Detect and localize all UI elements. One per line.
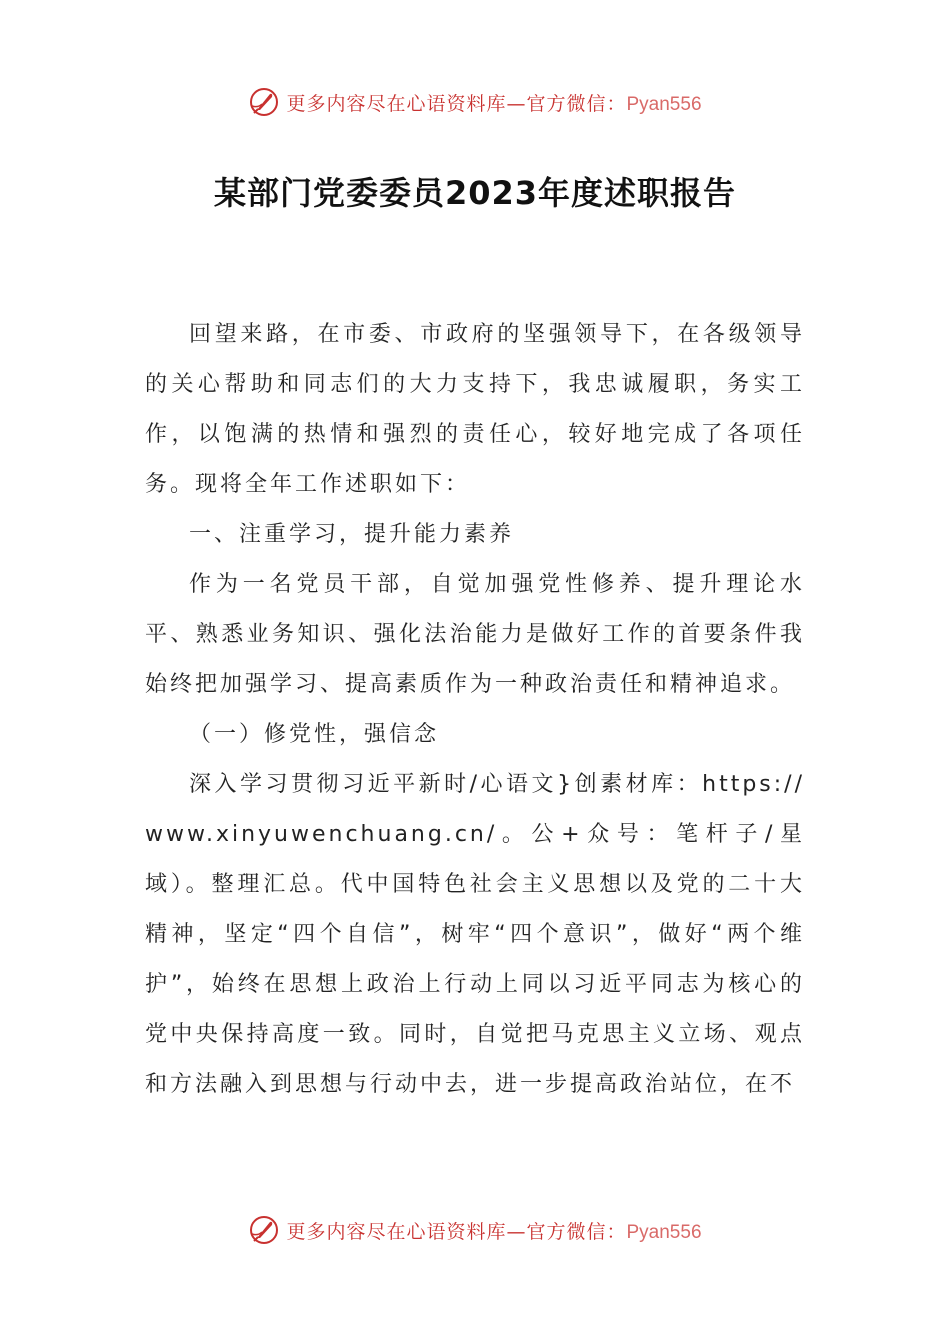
paragraph-section-1: 作为一名党员干部，自觉加强党性修养、提升理论水平、熟悉业务知识、强化法治能力是做好工作的首要条件我始终把加强学习、提高素质作为一种政治责任和精神追求。 [145,572,805,697]
quill-pen-logo-icon [248,86,280,118]
footer-banner-label: 更多内容尽在心语资料库—官方微信： [286,1220,627,1243]
header-banner [0,82,950,122]
footer-banner-handle: Pyan556 [626,1221,702,1243]
page-title: 某部门党委委员2023年度述职报告 [213,174,737,212]
header-banner-text [286,89,701,116]
quill-pen-logo-icon [248,1214,280,1246]
paragraph-subsection-1: 深入学习贯彻习近平新时/心语文}创素材库：https://www.xinyuwenchuang.cn/。公+众号：笔杆子/星域）。整理汇总。代中国特色社会主义思想以及党的二十大精神，坚定“四个自信”，树牢“四个意识”，做好“两个维护”，始终在思想上政治上行动上同以习近平同志为核心的党中央保持高度一致。同时，自觉把马克思主义立场、观点和方法融入到思想与行动中去，进一步提高政治站位，在不 [145,772,805,1097]
footer-banner-text [286,1217,701,1244]
subsection-heading-1: （一）修党性，强信念 [189,722,440,747]
paragraph-intro: 回望来路，在市委、市政府的坚强领导下，在各级领导的关心帮助和同志们的大力支持下，我忠诚履职，务实工作，以饱满的热情和强烈的责任心，较好地完成了各项任务。现将全年工作述职如下： [145,322,805,497]
section-heading-1: 一、注重学习，提升能力素养 [189,522,515,547]
header-banner-label: 更多内容尽在心语资料库—官方微信： [286,92,627,115]
footer-banner [0,1210,950,1250]
header-banner-handle: Pyan556 [626,93,702,115]
document-body [145,310,805,1110]
